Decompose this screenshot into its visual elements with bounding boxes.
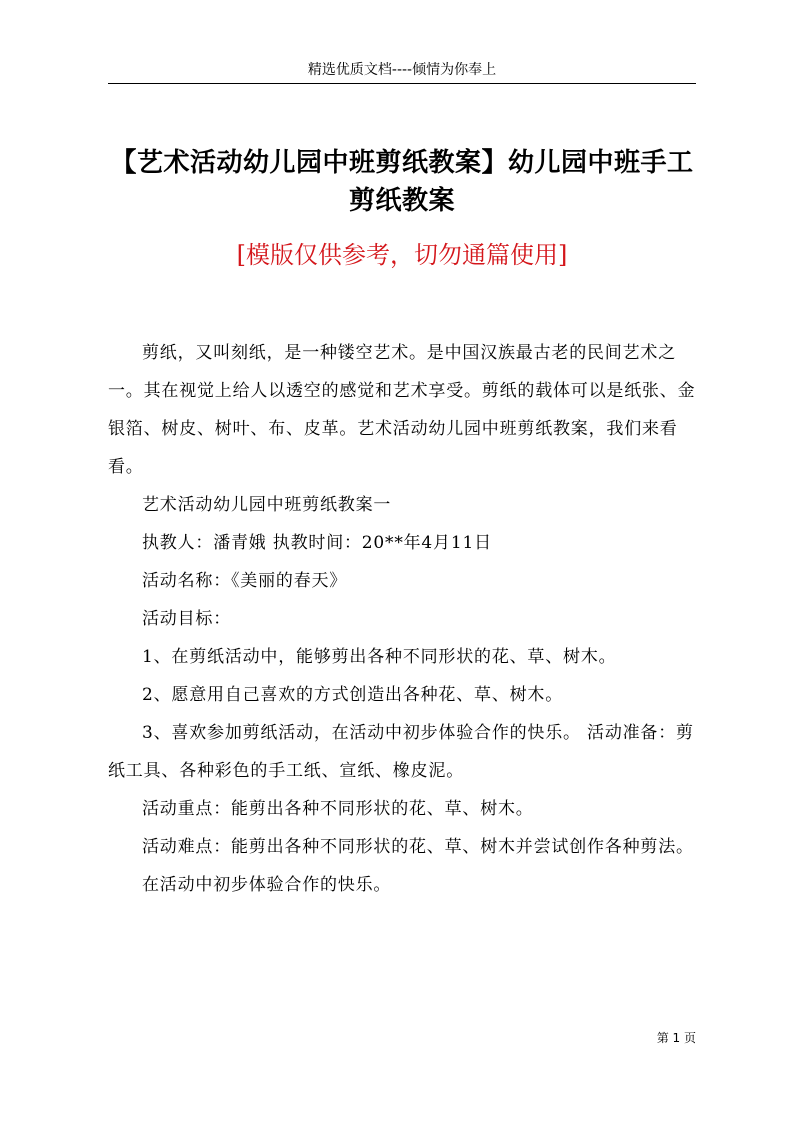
intro-paragraph: 剪纸，又叫刻纸，是一种镂空艺术。是中国汉族最古老的民间艺术之一。其在视觉上给人以透空的感觉和艺术享受。剪纸的载体可以是纸张、金银箔、树皮、树叶、布、皮革。艺术活动幼儿园中班剪纸教案，我们来看看。	[108, 343, 696, 477]
page-number: 第 1 页	[656, 1031, 696, 1045]
activity-difficulty: 活动难点：能剪出各种不同形状的花、草、树木并尝试创作各种剪法。	[142, 837, 694, 857]
activity-key-point: 活动重点：能剪出各种不同形状的花、草、树木。	[142, 799, 534, 819]
activity-name: 活动名称：《美丽的春天》	[142, 571, 348, 591]
page-header: 精选优质文档----倾情为你奉上	[307, 62, 497, 78]
document-title: 【艺术活动幼儿园中班剪纸教案】幼儿园中班手工剪纸教案	[110, 148, 694, 216]
document-body	[108, 334, 696, 904]
closing-line: 在活动中初步体验合作的快乐。	[142, 875, 392, 895]
lesson-heading: 艺术活动幼儿园中班剪纸教案一	[142, 495, 392, 515]
header-rule	[108, 83, 696, 84]
goal-item-3-and-preparation: 3、喜欢参加剪纸活动，在活动中初步体验合作的快乐。 活动准备：剪纸工具、各种彩色的手工纸、宣纸、橡皮泥。	[108, 723, 694, 781]
goal-item-1: 1、在剪纸活动中，能够剪出各种不同形状的花、草、树木。	[142, 647, 617, 667]
template-notice: [模版仅供参考，切勿通篇使用]	[236, 241, 568, 269]
activity-goals-heading: 活动目标：	[142, 609, 231, 629]
teacher-info: 执教人：潘青娥 执教时间：20**年4月11日	[142, 533, 492, 553]
goal-item-2: 2、愿意用自己喜欢的方式创造出各种花、草、树木。	[142, 685, 564, 705]
